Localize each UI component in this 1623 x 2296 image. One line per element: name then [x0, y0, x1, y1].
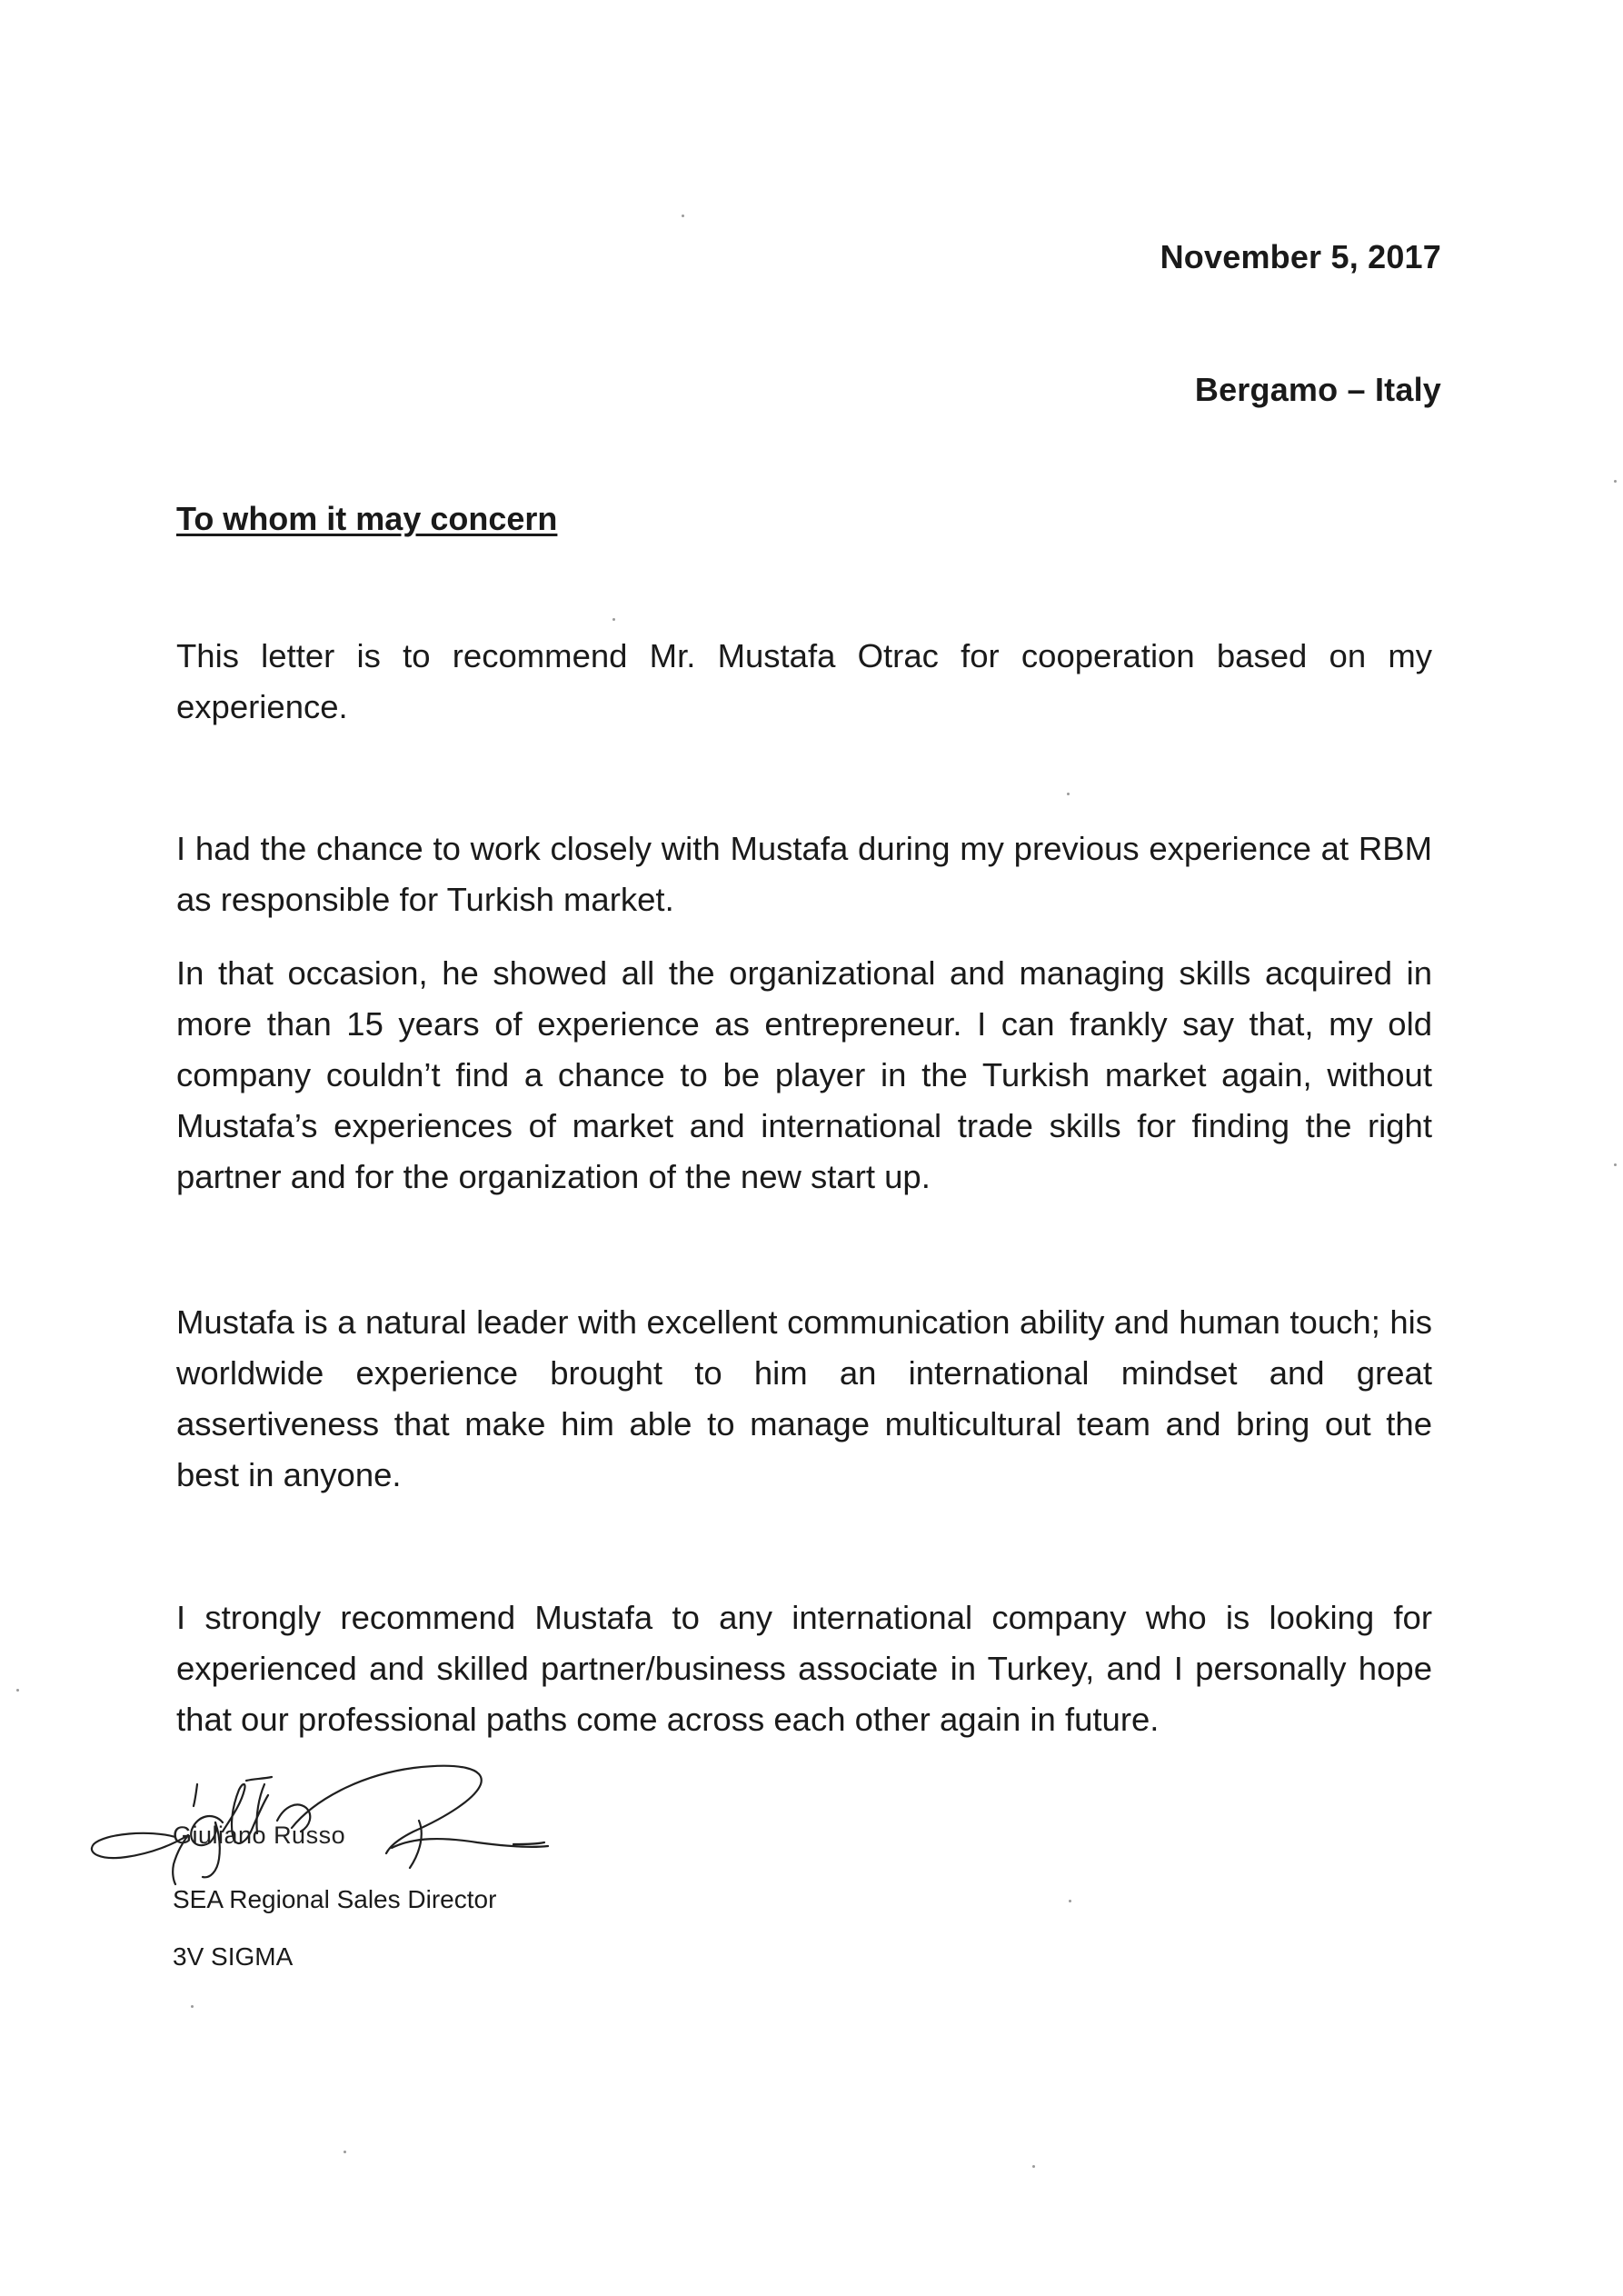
- signer-title: SEA Regional Sales Director: [173, 1885, 497, 1913]
- scan-speck: [1032, 2165, 1035, 2168]
- scan-speck: [1067, 793, 1070, 795]
- letter-place: Bergamo – Italy: [1194, 371, 1441, 408]
- paragraph-leadership: Mustafa is a natural leader with excellent communication ability and human touch; his worldwide experience brought to him an international mindset and great assertiveness that make him able to manage multicultural team and bring out the best in anyone.: [176, 1303, 1432, 1493]
- scan-speck: [16, 1689, 19, 1692]
- paragraph-previous-experience: I had the chance to work closely with Mustafa during my previous experience at RBM as responsible for Turkish market.: [176, 830, 1432, 918]
- paragraph-closing: I strongly recommend Mustafa to any international company who is looking for experienced and skilled partner/business associate in Turkey, and I personally hope that our professional paths come across each other again in future.: [176, 1599, 1432, 1738]
- letter-date: November 5, 2017: [1160, 238, 1441, 275]
- salutation: To whom it may concern: [176, 500, 558, 537]
- paragraph-recommendation: This letter is to recommend Mr. Mustafa Otrac for cooperation based on my experience.: [176, 637, 1432, 725]
- scan-speck: [1069, 1900, 1071, 1902]
- scan-speck: [682, 215, 684, 217]
- handwritten-signature: [86, 1732, 550, 1886]
- signer-company: 3V SIGMA: [173, 1942, 294, 1971]
- scan-speck: [191, 2005, 194, 2008]
- scan-speck: [344, 2151, 346, 2153]
- scan-speck: [612, 618, 615, 621]
- scan-speck: [1614, 480, 1617, 483]
- signer-name: Giuliano Russo: [173, 1822, 346, 1849]
- paragraph-skills: In that occasion, he showed all the organizational and managing skills acquired in more than 15 years of experience as entrepreneur. I can frankly say that, my old company couldn’t find a chance to be player in the Turkish market again, without Mustafa’s experiences of market and international trade skills for finding the right partner and for the organization of the new start up.: [176, 954, 1432, 1195]
- scan-speck: [1614, 1163, 1617, 1166]
